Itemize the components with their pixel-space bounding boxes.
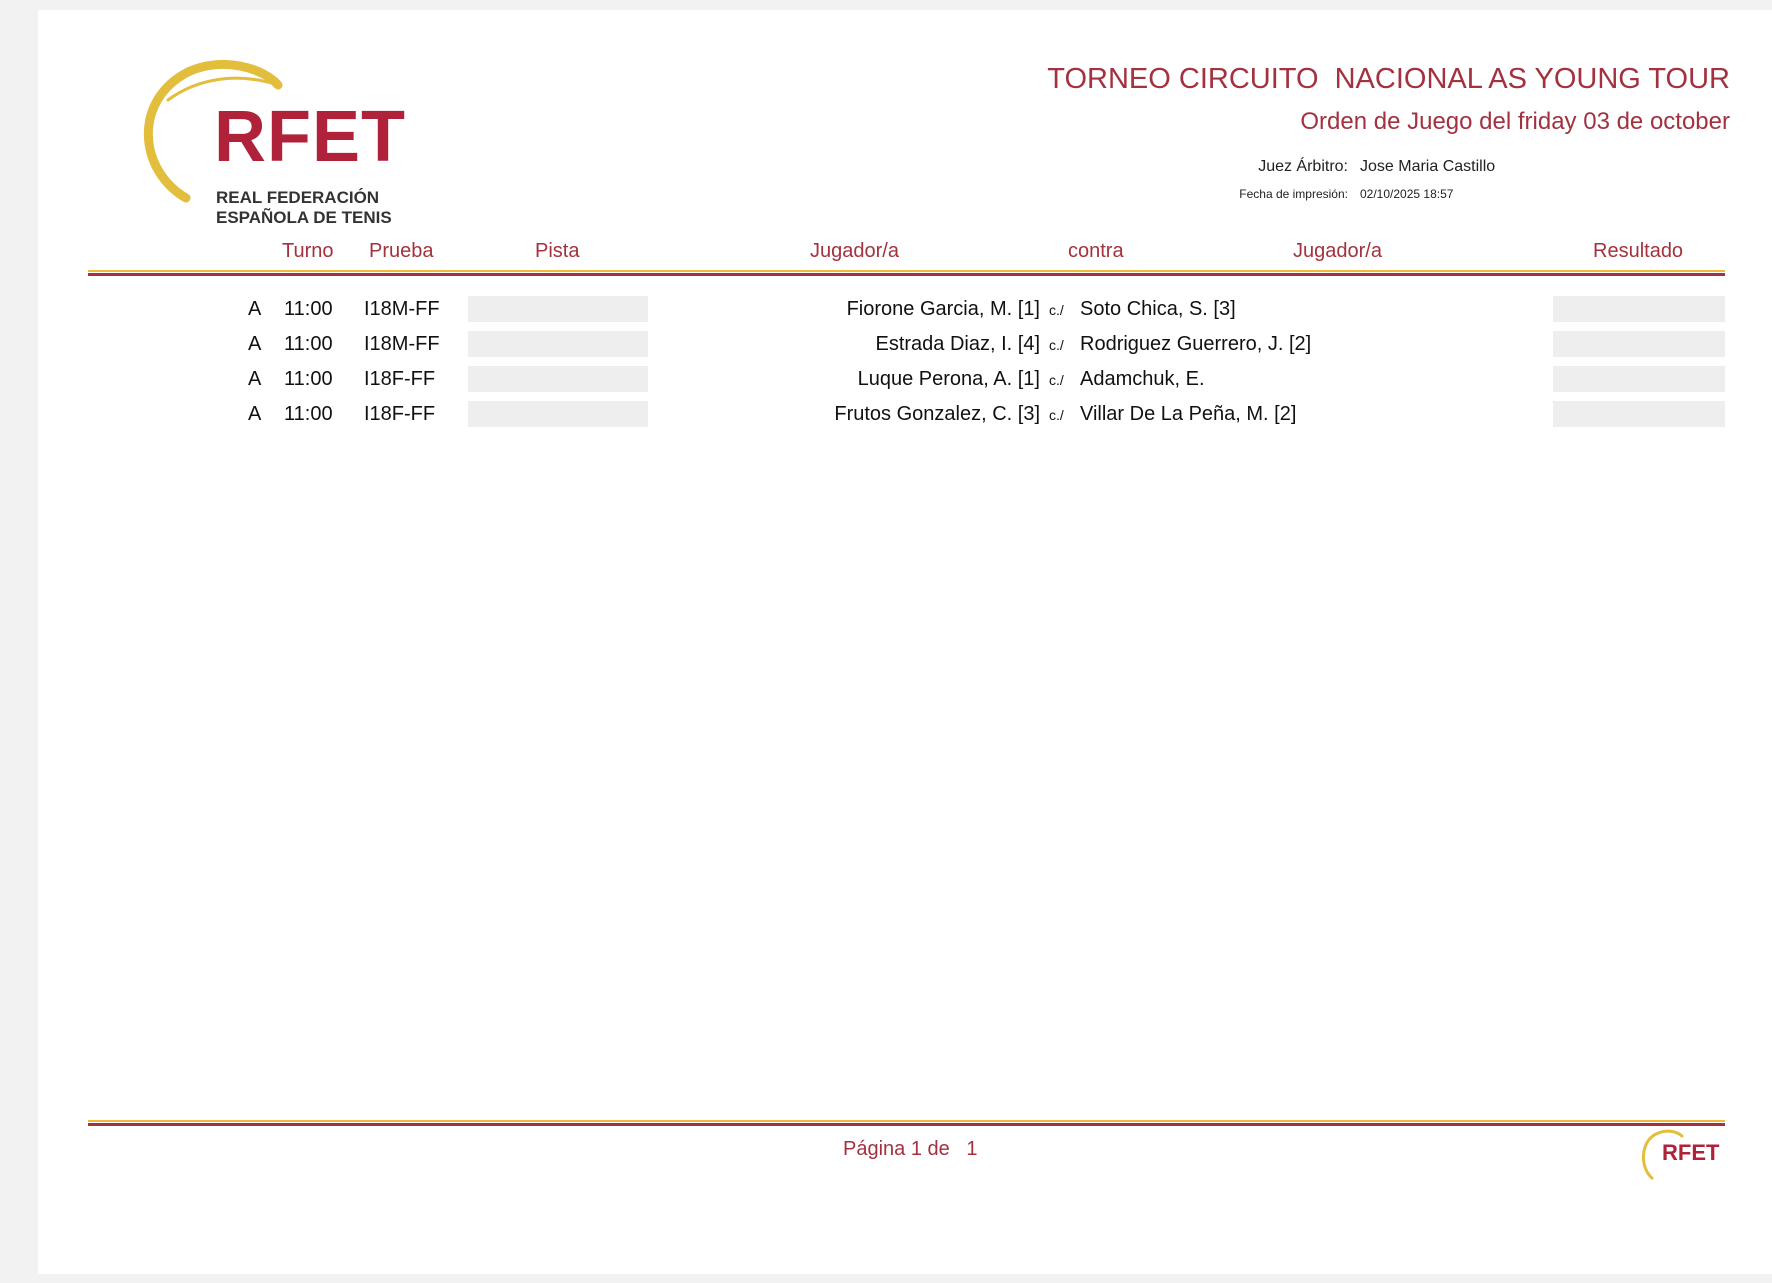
tournament-title: TORNEO CIRCUITO NACIONAL AS YOUNG TOUR — [1047, 63, 1730, 95]
logo-brand: RFET — [214, 97, 406, 177]
match-hora: 11:00 — [284, 298, 333, 320]
match-hora: 11:00 — [284, 333, 333, 355]
col-prueba: Prueba — [369, 240, 434, 262]
match-resultado-box — [1553, 401, 1725, 427]
match-hora: 11:00 — [284, 368, 333, 390]
print-date-value: 02/10/2025 18:57 — [1360, 187, 1454, 201]
match-turno: A — [248, 333, 262, 355]
match-vs: c./ — [1049, 372, 1064, 388]
col-player2: Jugador/a — [1293, 240, 1382, 262]
match-player1: Fiorone Garcia, M. [1] — [846, 298, 1040, 320]
match-prueba: I18M-FF — [364, 333, 440, 355]
match-turno: A — [248, 403, 262, 425]
match-vs: c./ — [1049, 407, 1064, 423]
match-player1: Frutos Gonzalez, C. [3] — [834, 403, 1040, 425]
match-pista-box — [468, 331, 648, 357]
col-turno: Turno — [282, 240, 334, 262]
match-row — [38, 292, 1772, 327]
footer-rfet-logo — [1638, 1128, 1728, 1188]
match-vs: c./ — [1049, 302, 1064, 318]
col-pista: Pista — [535, 240, 580, 262]
logo-line2: ESPAÑOLA DE TENIS — [216, 208, 392, 227]
match-prueba: I18M-FF — [364, 298, 440, 320]
match-prueba: I18F-FF — [364, 368, 436, 390]
match-pista-box — [468, 296, 648, 322]
match-player1: Estrada Diaz, I. [4] — [875, 333, 1040, 355]
match-turno: A — [248, 298, 262, 320]
footer-rule — [88, 1120, 1725, 1126]
match-player2: Villar De La Peña, M. [2] — [1080, 403, 1297, 425]
match-player2: Rodriguez Guerrero, J. [2] — [1080, 333, 1312, 355]
match-vs: c./ — [1049, 337, 1064, 353]
col-resultado: Resultado — [1593, 240, 1684, 262]
referee-value: Jose Maria Castillo — [1360, 158, 1496, 175]
referee-label: Juez Árbitro: — [1258, 158, 1348, 175]
match-resultado-box — [1553, 296, 1725, 322]
logo-line1: REAL FEDERACIÓN — [216, 188, 380, 207]
match-row — [38, 327, 1772, 362]
match-row — [38, 397, 1772, 432]
match-resultado-box — [1553, 366, 1725, 392]
print-date-label: Fecha de impresión: — [1239, 187, 1348, 201]
match-prueba: I18F-FF — [364, 403, 436, 425]
match-player2: Adamchuk, E. — [1080, 368, 1205, 390]
match-resultado-box — [1553, 331, 1725, 357]
footer-logo-brand: RFET — [1662, 1140, 1720, 1165]
match-hora: 11:00 — [284, 403, 333, 425]
page-number: Página 1 de 1 — [843, 1138, 978, 1160]
match-row — [38, 362, 1772, 397]
document-page — [38, 10, 1772, 1274]
match-player1: Luque Perona, A. [1] — [857, 368, 1040, 390]
match-turno: A — [248, 368, 262, 390]
col-player1: Jugador/a — [810, 240, 899, 262]
header-rule — [88, 270, 1725, 276]
col-contra: contra — [1068, 240, 1124, 262]
match-player2: Soto Chica, S. [3] — [1080, 298, 1236, 320]
order-of-play-date: Orden de Juego del friday 03 de october — [1300, 108, 1730, 135]
match-pista-box — [468, 366, 648, 392]
match-pista-box — [468, 401, 648, 427]
